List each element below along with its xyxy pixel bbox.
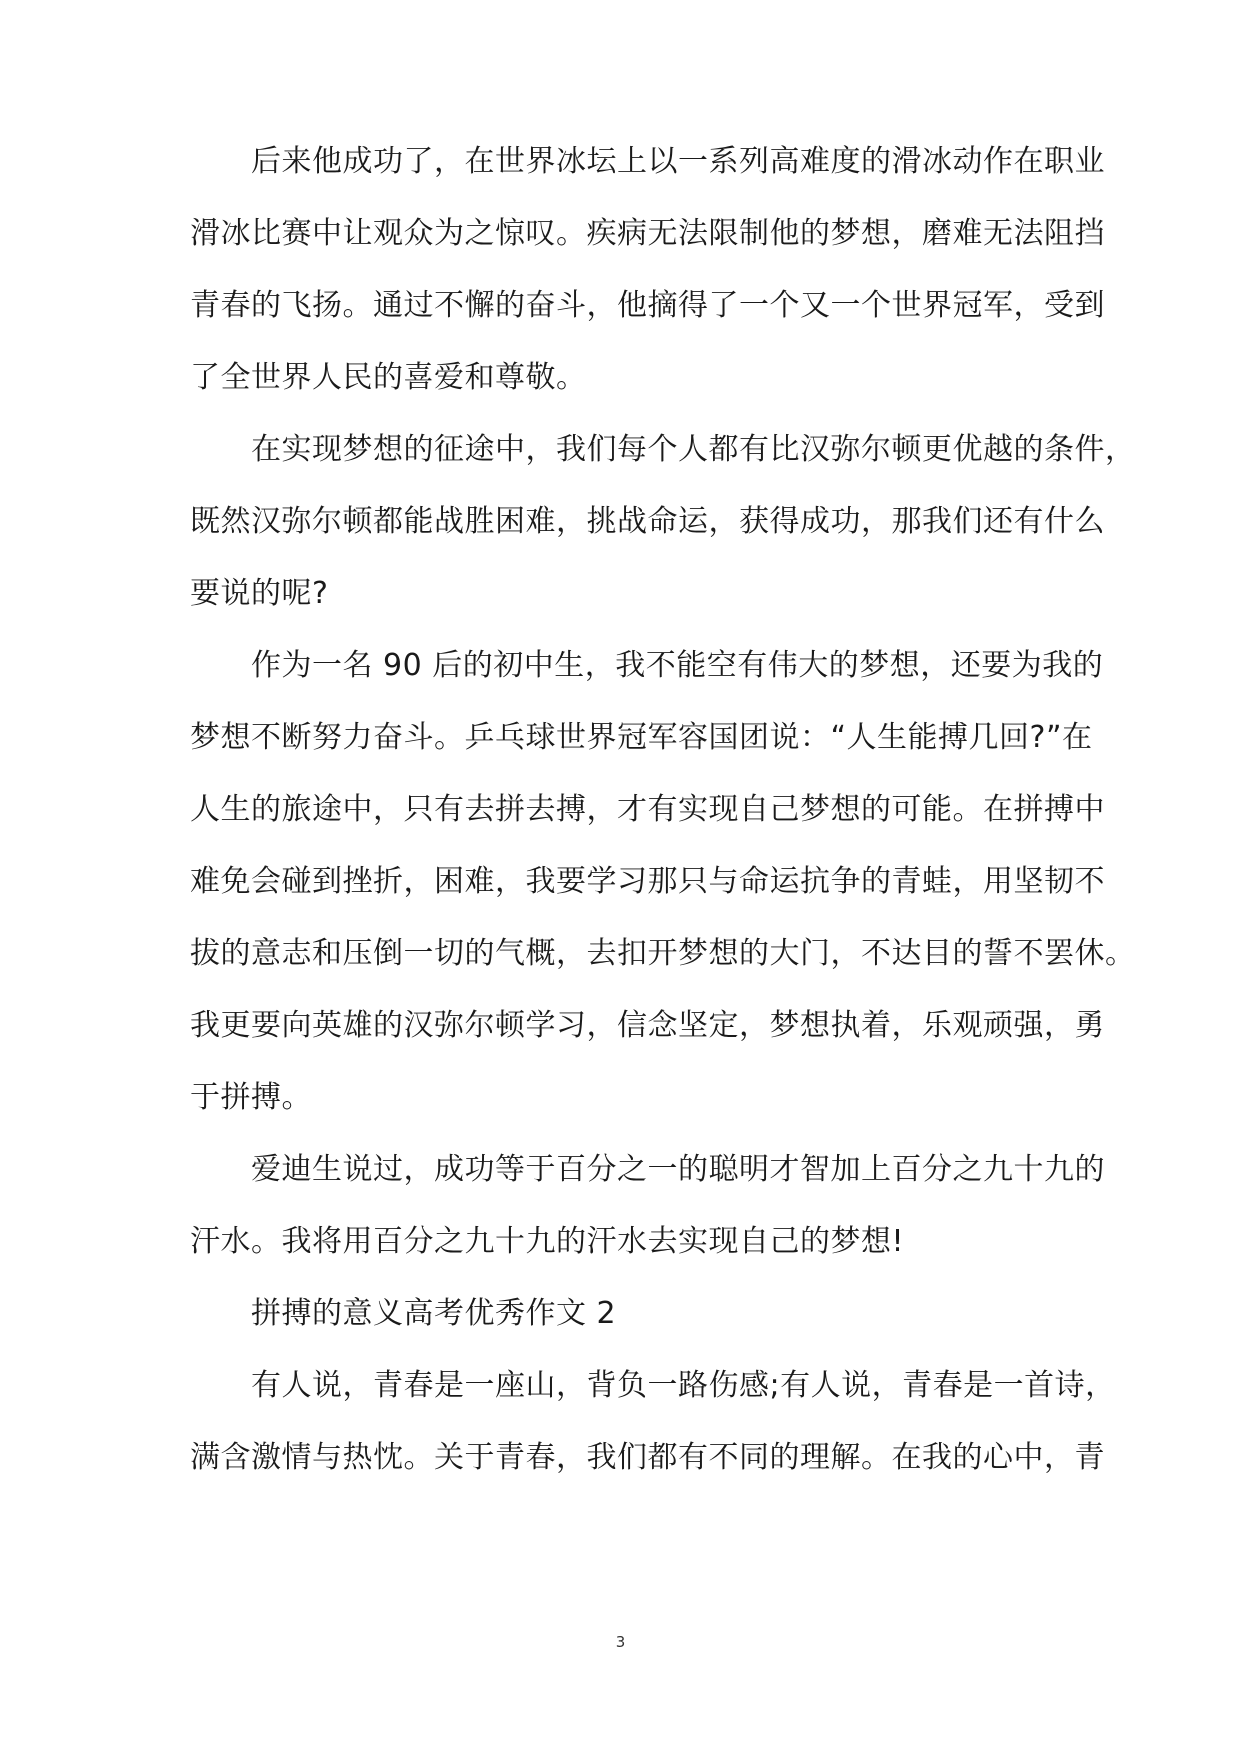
section-heading: 拼搏的意义高考优秀作文 2: [190, 1296, 617, 1331]
page-number: 3: [615, 1633, 626, 1651]
text-line-3: 青春的飞扬。通过不懈的奋斗，他摘得了一个又一个世界冠军，受到: [190, 288, 1105, 323]
text-line-6: 既然汉弥尔顿都能战胜困难，挑战命运，获得成功，那我们还有什么: [190, 504, 1105, 539]
text-line-16: 汗水。我将用百分之九十九的汗水去实现自己的梦想!: [190, 1224, 905, 1259]
text-line-7: 要说的呢?: [190, 576, 329, 611]
text-line-15: 爱迪生说过，成功等于百分之一的聪明才智加上百分之九十九的: [190, 1152, 1105, 1187]
text-line-2: 滑冰比赛中让观众为之惊叹。疾病无法限制他的梦想，磨难无法阻挡: [190, 216, 1105, 251]
text-line-10: 人生的旅途中，只有去拼去搏，才有实现自己梦想的可能。在拼搏中: [190, 792, 1105, 827]
text-line-5: 在实现梦想的征途中，我们每个人都有比汉弥尔顿更优越的条件，: [190, 432, 1136, 467]
text-line-1: 后来他成功了，在世界冰坛上以一系列高难度的滑冰动作在职业: [190, 144, 1105, 179]
text-line-11: 难免会碰到挫折，困难，我要学习那只与命运抗争的青蛙，用坚韧不: [190, 864, 1105, 899]
text-line-9: 梦想不断努力奋斗。乒乓球世界冠军容国团说：“人生能搏几回?”在: [190, 720, 1093, 755]
text-line-14: 于拼搏。: [190, 1080, 312, 1115]
text-line-12: 拔的意志和压倒一切的气概，去扣开梦想的大门，不达目的誓不罢休。: [190, 936, 1136, 971]
text-line-4: 了全世界人民的喜爱和尊敬。: [190, 360, 587, 395]
text-line-13: 我更要向英雄的汉弥尔顿学习，信念坚定，梦想执着，乐观顽强，勇: [190, 1008, 1105, 1043]
text-line-8: 作为一名 90 后的初中生，我不能空有伟大的梦想，还要为我的: [190, 648, 1104, 683]
text-line-19: 满含激情与热忱。关于青春，我们都有不同的理解。在我的心中，青: [190, 1440, 1105, 1475]
text-line-18: 有人说，青春是一座山，背负一路伤感;有人说，青春是一首诗，: [190, 1368, 1116, 1403]
